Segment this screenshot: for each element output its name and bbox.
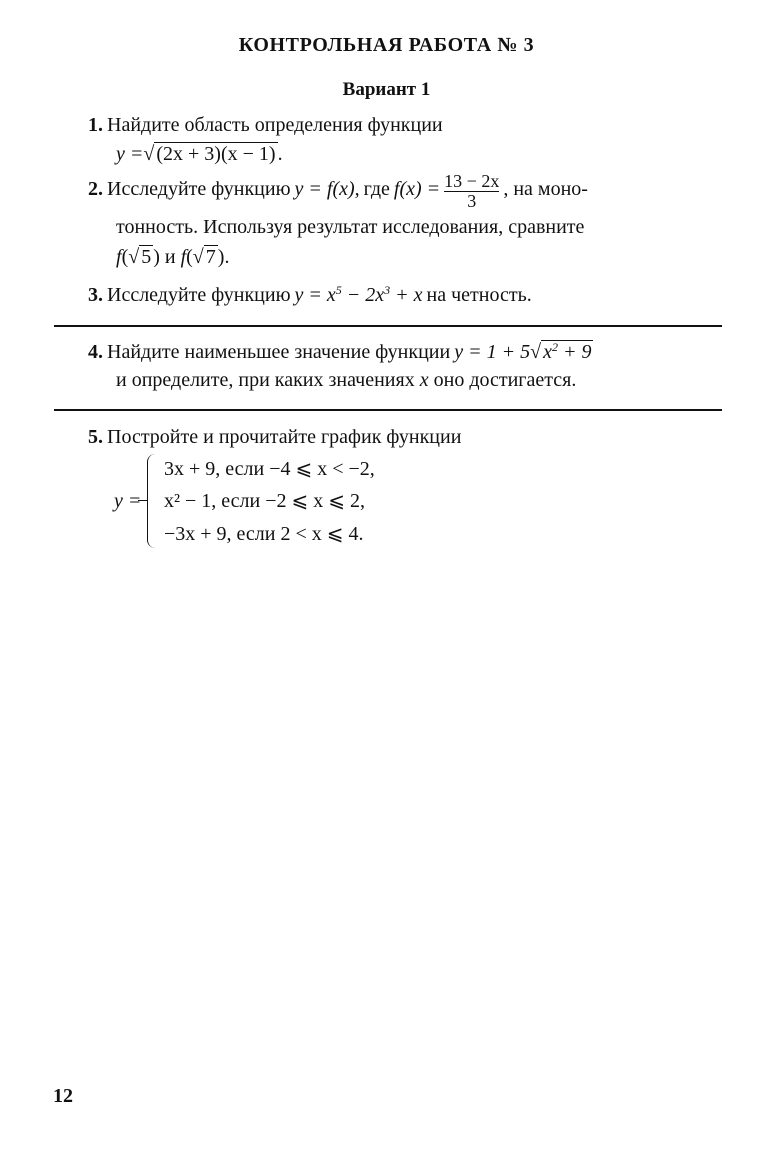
sqrt-sign: √ (143, 143, 155, 165)
formula-lhs: y = (116, 143, 144, 165)
page-number: 12 (53, 1085, 73, 1107)
problem-1-formula (116, 143, 283, 166)
radicand-5: 5 (141, 246, 152, 268)
problem-text: оно достигается. (433, 369, 577, 391)
problem-text: и определите, при каких значениях (116, 369, 415, 391)
problem-4 (88, 341, 593, 364)
and-word: и (164, 246, 176, 268)
problem-text-cont: на четность. (426, 284, 532, 306)
problem-text-cont: , на моно- (503, 178, 588, 201)
formula: y = 1 + 5√ $x^2 + 9$ (454, 340, 592, 363)
function-notation: y = f(x), (294, 178, 360, 201)
fraction-numerator: 13 − 2x (444, 171, 500, 191)
problem-text: Исследуйте функцию (107, 178, 291, 201)
formula (295, 284, 423, 306)
radicand-rest: + 9 (557, 341, 592, 363)
problem-2-compare: f(√ 5 ) и f(√ 7 ). (116, 246, 230, 268)
problem-5 (88, 426, 461, 449)
formula-end: . (277, 143, 283, 165)
variant-heading: Вариант 1 (342, 79, 431, 100)
problem-number: 1. (88, 114, 103, 136)
problem-number: 4. (88, 341, 103, 363)
exponent: 5 (335, 283, 342, 297)
problem-text: Постройте и прочитайте график функции (107, 426, 462, 448)
radicand-7: 7 (205, 246, 216, 268)
divider-line (54, 325, 722, 327)
problem-number: 5. (88, 426, 103, 448)
formula-radicand: (2x + 3)(x − 1) (156, 143, 276, 165)
fraction (444, 172, 499, 211)
curly-brace (147, 454, 158, 548)
formula-radicand (541, 340, 593, 363)
problem-text: Исследуйте функцию (107, 284, 291, 306)
formula-part: y = x (294, 284, 336, 306)
problem-text: Найдите область определения функции (107, 114, 443, 136)
variable: x (419, 369, 429, 391)
fraction-denominator: 3 (444, 191, 499, 211)
problem-2 (88, 172, 588, 211)
formula-part: − 2x (341, 284, 385, 306)
where-word: где (363, 178, 390, 201)
problem-1 (88, 114, 443, 137)
problem-4-line-2 (116, 369, 576, 392)
formula-part: y = 1 + 5 (454, 341, 531, 363)
piecewise-case-3: −3x + 9, если 2 < x ⩽ 4. (164, 523, 364, 545)
f-symbol: f (116, 246, 122, 268)
piecewise-case-2: x² − 1, если −2 ⩽ x ⩽ 2, (164, 490, 366, 512)
problem-number: 2. (88, 178, 103, 201)
divider-line (54, 409, 722, 411)
problem-number: 3. (88, 284, 103, 306)
problem-text: Найдите наименьшее значение функции (107, 341, 451, 363)
exponent: 3 (384, 283, 391, 297)
formula-part: + x (390, 284, 423, 306)
f-symbol: f (180, 246, 187, 268)
problem-3 (88, 284, 532, 307)
radicand-var: x (543, 341, 552, 363)
function-definition: f(x) = (393, 178, 441, 201)
page-title: КОНТРОЛЬНАЯ РАБОТА № 3 (238, 34, 535, 56)
piecewise-case-1: 3x + 9, если −4 ⩽ x < −2, (164, 458, 375, 480)
exponent: 2 (551, 340, 558, 354)
problem-2-line-2: тонность. Используя результат исследования, сравните (116, 216, 585, 238)
piecewise-lhs: y = (114, 490, 142, 512)
end-period: . (224, 246, 230, 268)
